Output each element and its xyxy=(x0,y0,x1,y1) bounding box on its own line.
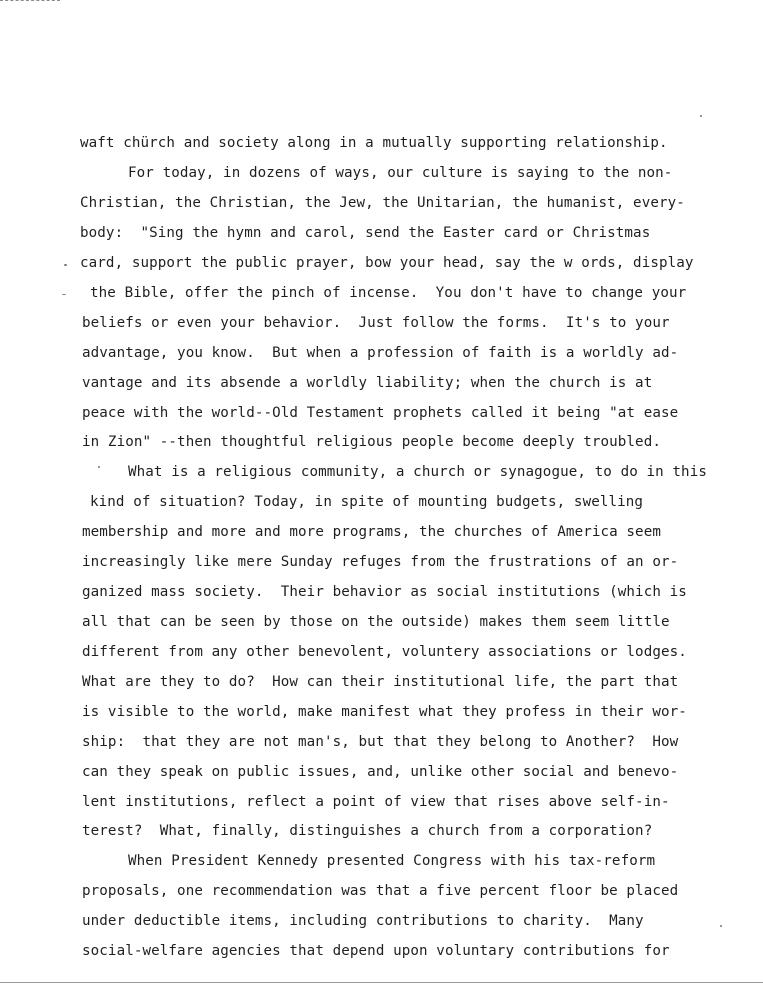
text-line-13: kind of situation? Today, in spite of mounting budgets, swelling xyxy=(90,494,644,510)
text-line-22: can they speak on public issues, and, unlike other social and benevo- xyxy=(82,764,679,780)
text-line-3: Christian, the Christian, the Jew, the Unitarian, the humanist, every- xyxy=(80,195,685,211)
text-line-1: waft chürch and society along in a mutually supporting relationship. xyxy=(80,135,668,151)
text-line-17: all that can be seen by those on the outside) makes them seem little xyxy=(82,614,670,630)
text-line-15: increasingly like mere Sunday refuges from the frustrations of an or- xyxy=(82,554,679,570)
text-line-25: When President Kennedy presented Congress with his tax-reform xyxy=(128,853,656,869)
text-line-16: ganized mass society. Their behavior as social institutions (which is xyxy=(82,584,687,600)
bottom-edge-rule xyxy=(0,982,763,983)
text-line-27: under deductible items, including contributions to charity. Many xyxy=(82,913,644,929)
text-line-26: proposals, one recommendation was that a five percent floor be placed xyxy=(82,883,679,899)
scan-speck xyxy=(700,115,702,117)
text-line-23: lent institutions, reflect a point of view that rises above self-in- xyxy=(82,794,670,810)
scan-speck xyxy=(62,294,66,295)
text-line-24: terest? What, finally, distinguishes a church from a corporation? xyxy=(82,823,653,839)
scan-speck xyxy=(64,264,67,266)
text-line-20: is visible to the world, make manifest what they profess in their wor- xyxy=(82,704,687,720)
text-line-28: social-welfare agencies that depend upon voluntary contributions for xyxy=(82,943,670,959)
text-line-21: ship: that they are not man's, but that they belong to Another? How xyxy=(82,734,679,750)
text-line-7: beliefs or even your behavior. Just follow the forms. It's to your xyxy=(82,315,670,331)
text-line-18: different from any other benevolent, voluntery associations or lodges. xyxy=(82,644,687,660)
text-line-5: card, support the public prayer, bow your head, say the w ords, display xyxy=(80,255,694,271)
text-line-2: For today, in dozens of ways, our culture is saying to the non- xyxy=(128,165,673,181)
text-line-10: peace with the world--Old Testament prophets called it being "at ease xyxy=(82,405,679,421)
top-edge-rule xyxy=(0,0,60,1)
text-line-11: in Zion" --then thoughtful religious people become deeply troubled. xyxy=(82,434,661,450)
scan-speck xyxy=(720,925,722,927)
text-line-9: vantage and its absende a worldly liability; when the church is at xyxy=(82,375,653,391)
text-line-6: the Bible, offer the pinch of incense. You don't have to change your xyxy=(90,285,687,301)
text-line-8: advantage, you know. But when a profession of faith is a worldly ad- xyxy=(82,345,679,361)
text-line-14: membership and more and more programs, the churches of America seem xyxy=(82,524,661,540)
scan-speck xyxy=(98,466,100,468)
text-line-19: What are they to do? How can their institutional life, the part that xyxy=(82,674,679,690)
text-line-4: body: "Sing the hymn and carol, send the Easter card or Christmas xyxy=(80,225,651,241)
text-line-12: What is a religious community, a church or synagogue, to do in this xyxy=(128,464,707,480)
